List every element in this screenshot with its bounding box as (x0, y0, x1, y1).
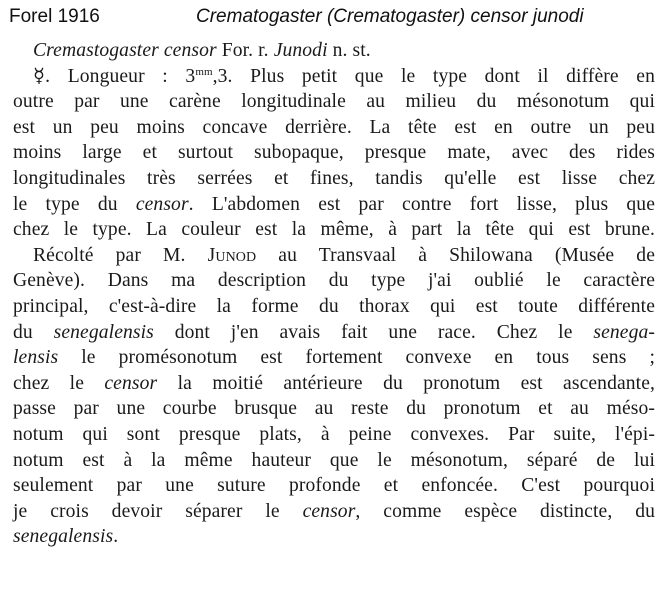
remarks-paragraph (13, 243, 655, 550)
text-line: Genève). Dans ma description du type j'ai oublié le caractère (13, 270, 655, 292)
text-line: est un peu moins concave derrière. La tête est en outre un peu (13, 116, 655, 138)
text-line: moins large et surtout subopaque, presque mate, avec des rides (13, 142, 655, 164)
header-author-year: Forel 1916 (9, 6, 100, 27)
taxon-genus-species: Cremastogaster censor (33, 40, 217, 61)
unit-mm: mm (195, 65, 213, 78)
header-taxon-name: Crematogaster (Crematogaster) censor junodi (196, 6, 584, 27)
text-line: du senegalensis dont j'en avais fait une race. Chez le senega- (13, 321, 655, 343)
taxon-status: n. st. (327, 40, 371, 61)
text-line: senegalensis. (13, 526, 119, 548)
text-line: longitudinales très serrées et fines, tandis qu'elle est lisse chez (13, 167, 655, 189)
collector-name: Junod (207, 244, 257, 266)
text-line: chez le type. La couleur est la même, à part la tête qui est brune. (13, 219, 655, 241)
text-line: je crois devoir séparer le censor, comme espèce distincte, du (13, 500, 655, 522)
text-line: notum est à la même hauteur que le mésonotum, séparé de lui (13, 449, 655, 471)
taxon-subspecies: Junodi (273, 40, 328, 61)
text-line: passe par une courbe brusque au reste du pronotum et au méso- (13, 398, 655, 420)
text-line: ☿. Longueur : $3^{mm},3$. Plus petit que le type dont il diffère en (33, 65, 655, 87)
description-paragraph (13, 64, 655, 243)
text-line: principal, c'est-à-dire la forme du thorax qui est toute différente (13, 295, 655, 317)
taxon-heading (13, 38, 655, 64)
text-line: Récolté par M. Junod au Transvaal à Shilowana (Musée de (33, 244, 655, 266)
text-line: chez le censor la moitié antérieure du pronotum est ascendante, (13, 372, 656, 394)
text-line: outre par une carène longitudinale au milieu du mésonotum qui (13, 91, 655, 113)
text-line: notum qui sont presque plats, à peine convexes. Par suite, l'épi- (13, 423, 655, 445)
text-line: lensis le promésonotum est fortement convexe en tous sens ; (13, 347, 655, 369)
taxon-author: For. r. (216, 40, 274, 61)
text-body (13, 38, 655, 550)
text-line: seulement par une suture profonde et enfoncée. C'est pourquoi (13, 475, 655, 497)
text-line: le type du censor. L'abdomen est par contre fort lisse, plus que (13, 193, 655, 215)
